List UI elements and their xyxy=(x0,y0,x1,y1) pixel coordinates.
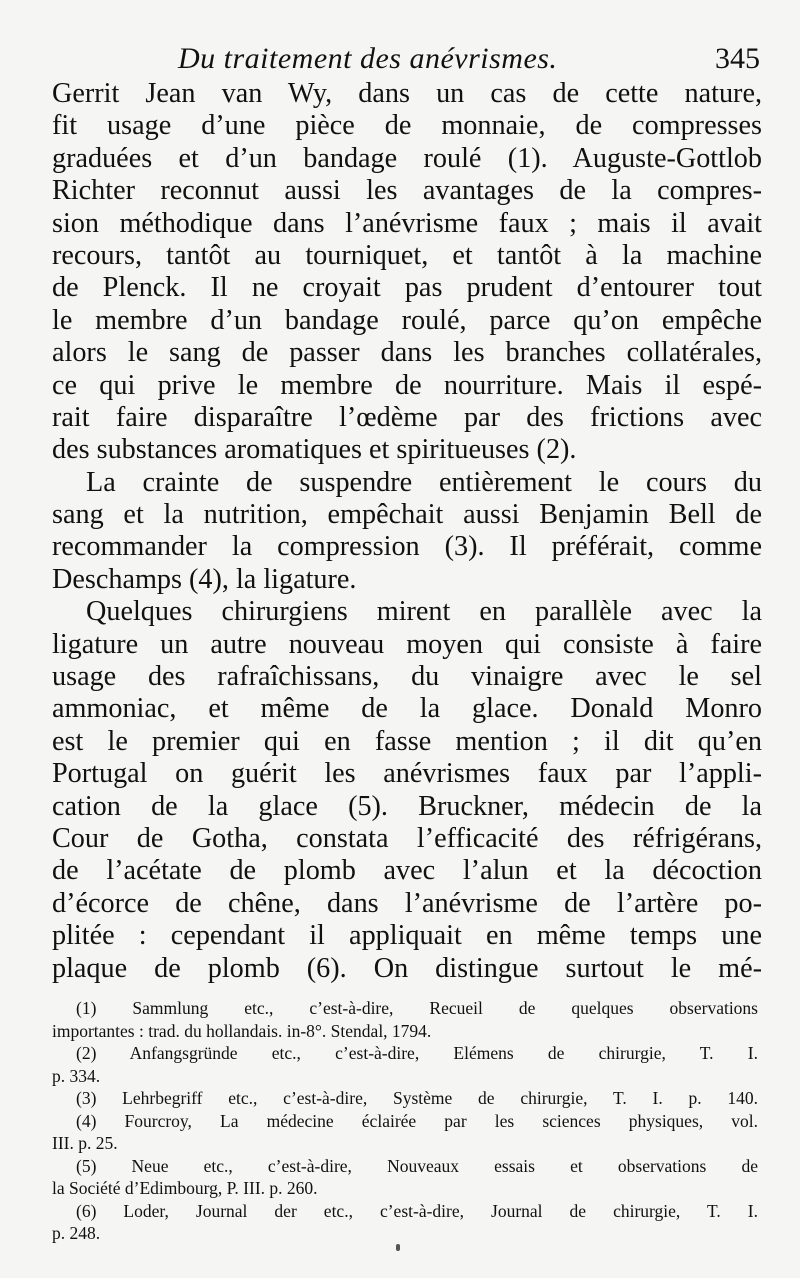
body-line: recommander la compression (3). Il préférait, comme xyxy=(52,531,762,563)
body-line: est le premier qui en fasse mention ; il dit qu’en xyxy=(52,725,762,757)
running-title: Du traitement des anévrismes. xyxy=(178,42,558,75)
body-line: Portugal on guérit les anévrismes faux par l’appli- xyxy=(52,758,762,790)
footnote-line: p. 334. xyxy=(52,1065,101,1086)
body-line: La crainte de suspendre entièrement le cours du xyxy=(86,466,762,498)
footnote-line: (2) Anfangsgründe etc., c’est-à-dire, Elémens de chirurgie, T. I. xyxy=(76,1043,758,1063)
body-line: ammoniac, et même de la glace. Donald Monro xyxy=(52,693,762,725)
footnote-line: la Société d’Edimbourg, P. III. p. 260. xyxy=(52,1178,318,1198)
footnote-line: p. 248. xyxy=(52,1223,101,1243)
footnote-line: (4) Fourcroy, La médecine éclairée par les sciences physiques, vol. xyxy=(76,1110,758,1131)
footnote-line: (5) Neue etc., c’est-à-dire, Nouveaux essais et observations de xyxy=(76,1155,758,1176)
body-line: ligature un autre nouveau moyen qui consiste à faire xyxy=(52,628,762,660)
body-line: Cour de Gotha, constata l’efficacité des réfrigérans, xyxy=(52,822,762,854)
body-line: Gerrit Jean van Wy, dans un cas de cette nature, xyxy=(52,78,762,109)
footnote-line: importantes : trad. du hollandais. in-8°. Stendal, 1794. xyxy=(52,1020,432,1041)
page-number: 345 xyxy=(715,42,760,75)
body-text xyxy=(52,78,762,985)
page-header xyxy=(170,42,760,78)
body-line: cation de la glace (5). Bruckner, médecin de la xyxy=(52,790,762,822)
footnotes xyxy=(52,997,758,1245)
body-line: sion méthodique dans l’anévrisme faux ; mais il avait xyxy=(52,207,762,239)
body-line: alors le sang de passer dans les branches collatérales, xyxy=(52,337,762,369)
body-line: Richter reconnut aussi les avantages de la compres- xyxy=(52,175,762,207)
body-line: usage des rafraîchissans, du vinaigre avec le sel xyxy=(52,661,762,693)
body-line: de Plenck. Il ne croyait pas prudent d’entourer tout xyxy=(52,272,762,304)
body-line: Quelques chirurgiens mirent en parallèle avec la xyxy=(86,596,762,628)
body-line: graduées et d’un bandage roulé (1). Auguste-Gottlob xyxy=(52,142,762,174)
body-line: d’écorce de chêne, dans l’anévrisme de l’artère po- xyxy=(52,887,762,919)
printer-mark xyxy=(396,1244,400,1251)
footnote-line: (3) Lehrbegriff etc., c’est-à-dire, Système de chirurgie, T. I. p. 140. xyxy=(76,1088,758,1108)
body-line: Deschamps (4), la ligature. xyxy=(52,563,357,595)
footnote-line: (1) Sammlung etc., c’est-à-dire, Recueil de quelques observations xyxy=(76,998,758,1018)
body-line: le membre d’un bandage roulé, parce qu’on empêche xyxy=(52,304,762,336)
body-line: ce qui prive le membre de nourriture. Mais il espé- xyxy=(52,369,762,401)
body-line: rait faire disparaître l’œdème par des frictions avec xyxy=(52,401,762,433)
body-line: plaque de plomb (6). On distingue surtout le mé- xyxy=(52,952,762,984)
body-line: des substances aromatiques et spiritueuses (2). xyxy=(52,434,577,466)
footnote-line: (6) Loder, Journal der etc., c’est-à-dire, Journal de chirurgie, T. I. xyxy=(76,1200,758,1221)
body-line: plitée : cependant il appliquait en même temps une xyxy=(52,920,762,952)
footnote-line: III. p. 25. xyxy=(52,1133,118,1153)
body-line: sang et la nutrition, empêchait aussi Benjamin Bell de xyxy=(52,499,762,531)
body-line: recours, tantôt au tourniquet, et tantôt à la machine xyxy=(52,239,762,271)
body-line: fit usage d’une pièce de monnaie, de compresses xyxy=(52,110,762,142)
body-line: de l’acétate de plomb avec l’alun et la décoction xyxy=(52,855,762,887)
